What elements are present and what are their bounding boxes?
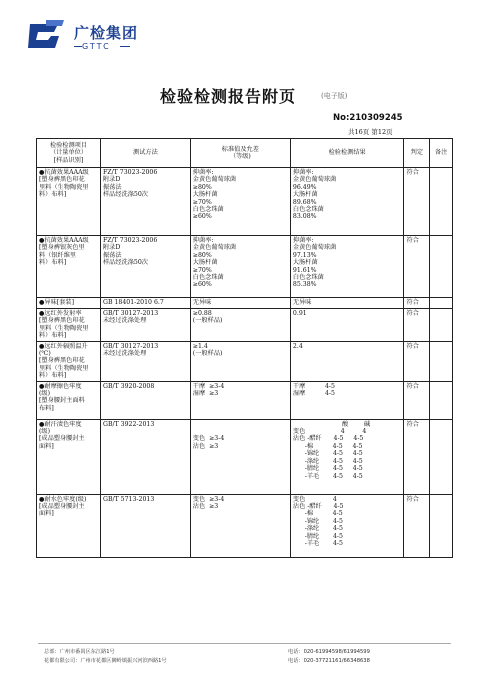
cell-remark: [430, 168, 453, 236]
cell-result: 酸 碱 变色 4 4 沾色 -醋纤 4-5 4-5 -棉 4-5 4-5 -锦纶 4-5 4-5 -涤纶 4-5 4-5 -腈纶 4-5 4-5 -羊毛 4-5 4-5: [290, 419, 404, 494]
cell-method: GB/T 30127-2013 未经过洗涤处理: [101, 341, 191, 381]
cell-judgement: 符合: [404, 309, 430, 342]
cell-judgement: 符合: [404, 494, 430, 557]
footer-divider: [38, 643, 451, 644]
cell-method: FZ/T 73023-2006 附录D 振荡法 样品经洗涤50次: [101, 168, 191, 236]
footer-phone-1: 电话：020-61994598/61994599: [288, 649, 370, 655]
cell-item: ●远红外发射率 [塑身裤黑色印花 里料（生物陶瓷里 料）布料]: [37, 309, 101, 342]
cell-item: ●耐摩擦色牢度 (级) [塑身腰封主面料 布料]: [37, 381, 101, 419]
brand-name-en: GTTC: [82, 42, 111, 51]
cell-result: 抑菌率: 金黄色葡萄球菌 96.49% 大肠杆菌 89.68% 白色念珠菌 83.08%: [290, 168, 404, 236]
brand-name-cn: 广检集团: [74, 24, 139, 42]
table-row: [37, 341, 453, 381]
cell-result: 0.91: [290, 309, 404, 342]
cell-standard: ≥1.4 (一般样品): [190, 341, 290, 381]
cell-judgement: 符合: [404, 298, 430, 309]
cell-judgement: 符合: [404, 168, 430, 236]
cell-judgement: 符合: [404, 381, 430, 419]
footer-phone-2: 电话：020-37721161/66348638: [288, 658, 370, 664]
cell-judgement: 符合: [404, 419, 430, 494]
table-row: [37, 419, 453, 494]
header-standard: [190, 139, 290, 168]
cell-remark: [430, 419, 453, 494]
table-row: [37, 381, 453, 419]
cell-method: GB/T 3922-2013: [101, 419, 191, 494]
cell-result: 2.4: [290, 341, 404, 381]
gttc-logo-icon: [24, 18, 66, 56]
cell-standard: 干摩 ≥3-4 湿摩 ≥3: [190, 381, 290, 419]
cell-method: FZ/T 73023-2006 附录D 振荡法 样品经洗涤50次: [101, 236, 191, 298]
page-title: 检验检测报告附页: [160, 87, 297, 106]
header-result: [290, 139, 404, 168]
footer-address-2: 花都有限公司：广州市花都区狮岭镇振兴河滨西路1号: [44, 658, 167, 664]
footer-address-1: 总部：广州市番禺区东江路1号: [44, 649, 115, 655]
table-row: [37, 236, 453, 298]
table-row: [37, 168, 453, 236]
header-text: [样品识别]: [53, 156, 84, 164]
cell-result: 无异味: [290, 298, 404, 309]
cell-method: GB 18401-2010 6.7: [101, 298, 191, 309]
header-item: [37, 139, 101, 168]
cell-result: 干摩 4-5 湿摩 4-5: [290, 381, 404, 419]
cell-item: ●抗菌效果AAA级 [塑身裤银灰色里 料（银纤维里 料）布料]: [37, 236, 101, 298]
cell-method: GB/T 30127-2013 未经过洗涤处理: [101, 309, 191, 342]
cell-remark: [430, 309, 453, 342]
header-text: 测试方法: [133, 149, 158, 157]
cell-remark: [430, 494, 453, 557]
header-text: （等级): [229, 153, 251, 160]
logo-divider-right: [120, 46, 130, 47]
table-row: [37, 309, 453, 342]
cell-item: ●异味[套装]: [37, 298, 101, 309]
header-judgement: [404, 139, 430, 168]
cell-standard: 变色 ≥3-4 沾色 ≥3: [190, 494, 290, 557]
page-subtitle: (电子版): [321, 92, 348, 100]
header-text: 标准值及允差: [221, 145, 259, 153]
cell-method: GB/T 3920-2008: [101, 381, 191, 419]
cell-standard: ≥0.88 (一般样品): [190, 309, 290, 342]
page-count: 共16页 第12页: [348, 128, 393, 136]
cell-item: ●耐水色牢度(级) [成品塑身腰封主 面料]: [37, 494, 101, 557]
cell-remark: [430, 381, 453, 419]
cell-method: GB/T 5713-2013: [101, 494, 191, 557]
cell-item: ●远红外辐照温升 (℃) [塑身裤黑色印花 里料（生物陶瓷里 料）布料]: [37, 341, 101, 381]
header-method: [101, 139, 191, 168]
cell-standard: 无异味: [190, 298, 290, 309]
cell-judgement: 符合: [404, 341, 430, 381]
cell-result: 变色 4 沾色 -醋纤 4-5 -棉 4-5 -锦纶 4-5 -涤纶 4-5 -腈纶 4-5 -羊毛 4-5: [290, 494, 404, 557]
table-header-row: [37, 139, 453, 168]
cell-result: 抑菌率: 金黄色葡萄球菌 97.13% 大肠杆菌 91.61% 白色念珠菌 85.38%: [290, 236, 404, 298]
cell-standard: 变色 ≥3-4 沾色 ≥3: [190, 419, 290, 494]
header-text: 备注: [434, 149, 448, 157]
header-text: （计量单位）: [49, 149, 88, 157]
logo-divider-left: [74, 46, 82, 47]
cell-standard: 抑菌率: 金黄色葡萄球菌 ≥80% 大肠杆菌 ≥70% 白色念珠菌 ≥60%: [190, 236, 290, 298]
cell-judgement: 符合: [404, 236, 430, 298]
cell-standard: 抑菌率: 金黄色葡萄球菌 ≥80% 大肠杆菌 ≥70% 白色念珠菌 ≥60%: [190, 168, 290, 236]
cell-item: ●耐汗渍色牢度 (级) [成品塑身腰封主 面料]: [37, 419, 101, 494]
results-table: [36, 138, 453, 558]
cell-remark: [430, 236, 453, 298]
header-text: 判定: [410, 149, 424, 157]
header-text: 检验检测结果: [328, 149, 366, 157]
header-remark: [430, 139, 453, 168]
table-row: [37, 494, 453, 557]
cell-remark: [430, 341, 453, 381]
header-text: 检验检测项目: [49, 141, 88, 149]
cell-item: ●抗菌效果AAA级 [塑身裤黑色印花 里料（生物陶瓷里 料）布料]: [37, 168, 101, 236]
table-row: [37, 298, 453, 309]
report-number: No:210309245: [333, 113, 403, 123]
cell-remark: [430, 298, 453, 309]
